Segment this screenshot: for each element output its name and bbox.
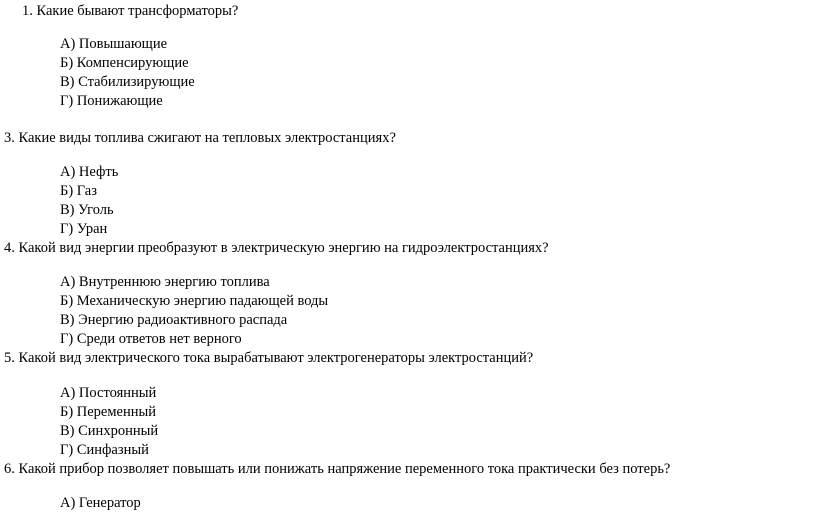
answer-option: А) Постоянный [60, 385, 157, 401]
answer-option: Б) Механическую энергию падающей воды [60, 293, 329, 309]
answer-option: Б) Переменный [60, 404, 157, 420]
question-3: 3. Какие виды топлива сжигают на тепловых электростанциях? [4, 130, 396, 146]
answer-option: А) Внутреннюю энергию топлива [60, 274, 270, 290]
answer-option: В) Уголь [60, 202, 114, 218]
question-4: 4. Какой вид энергии преобразуют в электрическую энергию на гидроэлектростанциях? [4, 240, 549, 256]
answer-option: А) Генератор [60, 495, 141, 511]
answer-option: А) Нефть [60, 164, 119, 180]
answer-option: Г) Понижающие [60, 93, 163, 109]
question-6: 6. Какой прибор позволяет повышать или понижать напряжение переменного тока практически без потерь? [4, 461, 671, 477]
answer-option: В) Энергию радиоактивного распада [60, 312, 288, 328]
answer-option: Г) Среди ответов нет верного [60, 331, 242, 347]
answer-option: Г) Уран [60, 221, 108, 237]
answer-option: Б) Газ [60, 183, 97, 199]
answer-option: В) Синхронный [60, 423, 159, 439]
question-1: 1. Какие бывают трансформаторы? [22, 3, 239, 19]
question-5: 5. Какой вид электрического тока вырабатывают электрогенераторы электростанций? [4, 350, 534, 366]
answer-option: А) Повышающие [60, 36, 168, 52]
answer-option: В) Стабилизирующие [60, 74, 195, 90]
answer-option: Б) Компенсирующие [60, 55, 189, 71]
answer-option: Г) Синфазный [60, 442, 149, 458]
